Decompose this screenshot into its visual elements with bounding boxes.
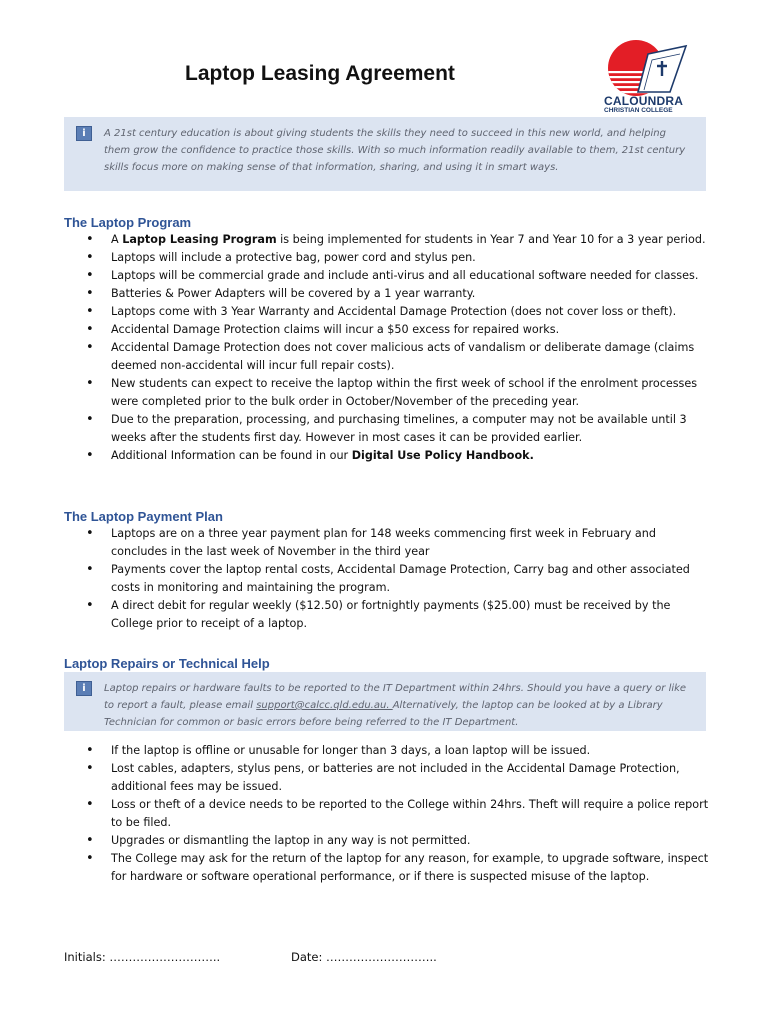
date-field[interactable]: Date: ……………………….. bbox=[291, 950, 437, 964]
repairs-callout bbox=[64, 672, 706, 731]
list-item: • Laptops are on a three year payment plan for 148 weeks commencing first week in February and concludes in the last week of November in the third year bbox=[86, 525, 710, 561]
list-item: • Accidental Damage Protection does not cover malicious acts of vandalism or deliberate damage (claims deemed non-accidental will incur full repair costs). bbox=[86, 339, 710, 375]
college-name: CALOUNDRA bbox=[604, 94, 684, 108]
list-item: • The College may ask for the return of the laptop for any reason, for example, to upgrade software, inspect for hardware or software operational performance, or if there is suspected misuse of the laptop. bbox=[86, 850, 710, 886]
program-list bbox=[86, 231, 710, 465]
list-item: • Additional Information can be found in our Digital Use Policy Handbook. bbox=[86, 447, 710, 465]
section-heading-program: The Laptop Program bbox=[64, 215, 192, 230]
list-item: • Laptops will be commercial grade and include anti-virus and all educational software needed for classes. bbox=[86, 267, 710, 285]
payment-list bbox=[86, 525, 710, 633]
list-item: • New students can expect to receive the laptop within the first week of school if the enrolment processes were completed prior to the bulk order in October/November of the preceding year. bbox=[86, 375, 710, 411]
repairs-text-before: Laptop repairs or hardware faults to be reported to the IT Department within 24hrs. Should you have a query or like to report a fault, please email bbox=[104, 683, 687, 711]
repairs-list bbox=[86, 742, 710, 886]
intro-callout bbox=[64, 117, 706, 191]
section-heading-repairs: Laptop Repairs or Technical Help bbox=[64, 656, 270, 671]
list-item: • Due to the preparation, processing, and purchasing timelines, a computer may not be available until 3 weeks after the students first day. However in most cases it can be provided earlier. bbox=[86, 411, 710, 447]
page-title: Laptop Leasing Agreement bbox=[185, 62, 455, 85]
list-item: • If the laptop is offline or unusable for longer than 3 days, a loan laptop will be issued. bbox=[86, 742, 710, 760]
intro-text: A 21st century education is about giving students the skills they need to succeed in this new world, and helping them grow the confidence to practice those skills. With so much information readily available to them, 21st century skills focus more on making sense of that information, sharing, and using it in smart ways. bbox=[104, 128, 686, 173]
info-icon: i bbox=[76, 126, 92, 141]
repairs-text-after: Alternatively, the laptop can be looked at by a Library Technician for common or basic errors before being referred to the IT Department. bbox=[104, 700, 663, 728]
list-item: • A direct debit for regular weekly ($12.50) or fortnightly payments ($25.00) must be received by the College prior to receipt of a laptop. bbox=[86, 597, 710, 633]
support-email-link[interactable]: support@calcc.qld.edu.au. bbox=[256, 700, 393, 711]
list-item: • Lost cables, adapters, stylus pens, or batteries are not included in the Accidental Damage Protection, additional fees may be issued. bbox=[86, 760, 710, 796]
initials-field[interactable]: Initials: ……………………….. bbox=[64, 950, 221, 964]
list-item: • Batteries & Power Adapters will be covered by a 1 year warranty. bbox=[86, 285, 710, 303]
info-icon: i bbox=[76, 681, 92, 696]
college-subname: CHRISTIAN COLLEGE bbox=[604, 107, 673, 114]
list-item: • Accidental Damage Protection claims will incur a $50 excess for repaired works. bbox=[86, 321, 710, 339]
list-item: • A Laptop Leasing Program is being implemented for students in Year 7 and Year 10 for a 3 year period. bbox=[86, 231, 710, 249]
list-item: • Upgrades or dismantling the laptop in any way is not permitted. bbox=[86, 832, 710, 850]
section-heading-payment: The Laptop Payment Plan bbox=[64, 509, 223, 524]
list-item: • Laptops come with 3 Year Warranty and Accidental Damage Protection (does not cover loss or theft). bbox=[86, 303, 710, 321]
list-item: • Laptops will include a protective bag, power cord and stylus pen. bbox=[86, 249, 710, 267]
list-item: • Loss or theft of a device needs to be reported to the College within 24hrs. Theft will require a police report to be filed. bbox=[86, 796, 710, 832]
list-item: • Payments cover the laptop rental costs, Accidental Damage Protection, Carry bag and other associated costs in monitoring and maintaining the program. bbox=[86, 561, 710, 597]
